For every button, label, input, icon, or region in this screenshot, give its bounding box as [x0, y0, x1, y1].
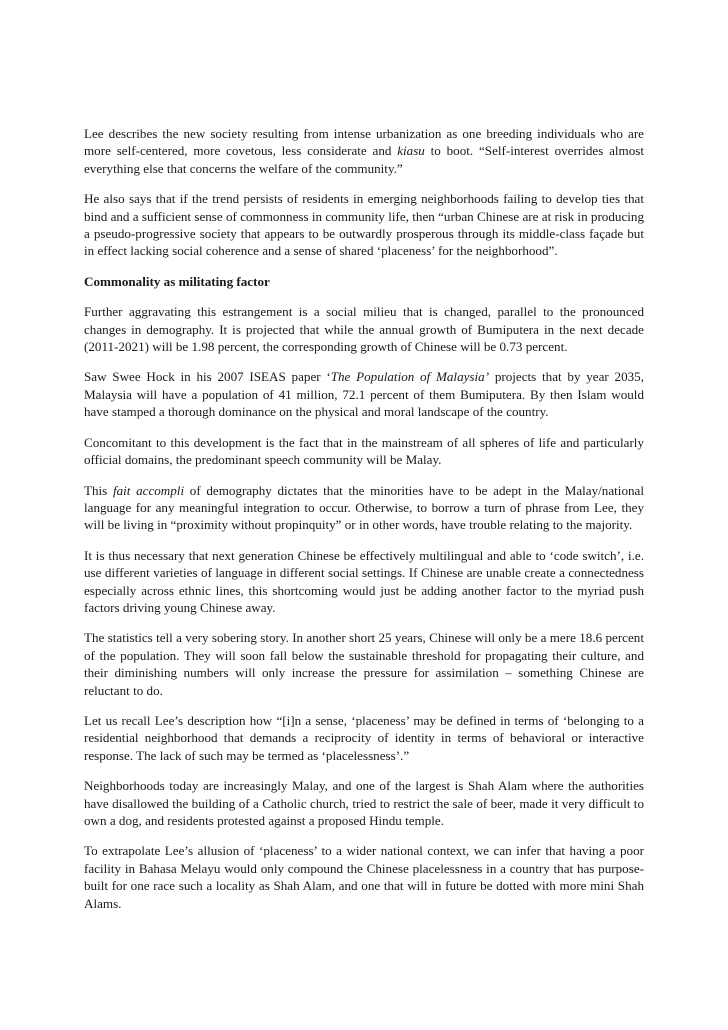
- paragraph-placeness-definition: Let us recall Lee’s description how “[i]n a sense, ‘placeness’ may be defined in terms of ‘belonging to a residential neighborhood that demands a reciprocity of identity in terms of behavioral or interactive response. The lack of such may be termed as ‘placelessness’.”: [84, 712, 644, 763]
- italic-term: fait accompli: [112, 482, 185, 498]
- paragraph-population-projection: Saw Swee Hock in his 2007 ISEAS paper ‘The Population of Malaysia’ projects that by year 2035, Malaysia will have a population of 41 million, 72.1 percent of them Bumiputera. By then Islam would have stamped a thorough dominance on the physical and moral landscape of the country.: [84, 369, 644, 420]
- section-heading: Commonality as militating factor: [84, 273, 270, 289]
- italic-title: The Population of Malaysia’: [330, 369, 490, 385]
- paragraph-speech-community: Concomitant to this development is the fact that in the mainstream of all spheres of life and particularly official domains, the predominant speech community will be Malay.: [84, 434, 644, 468]
- paragraph-demography: Further aggravating this estrangement is a social milieu that is changed, parallel to the pronounced changes in demography. It is projected that while the annual growth of Bumiputera in the next decade (2011-2021) will be 1.98 percent, the corresponding growth of Chinese will be 0.73 percent.: [84, 304, 644, 355]
- paragraph-urbanization: Lee describes the new society resulting from intense urbanization as one breeding individuals who are more self-centered, more covetous, less considerate and kiasu to boot. “Self-interest overrides almost everything else that concerns the welfare of the community.”: [84, 126, 644, 176]
- paragraph-placeness-risk: He also says that if the trend persists of residents in emerging neighborhoods failing to develop ties that bind and a sufficient sense of commonness in community life, then “urban Chinese are at risk in producing a pseudo-progressive society that appears to be outwardly prosperous through its middle-class façade but in effect lacking social coherence and a sense of shared ‘placeness’ for the neighborhood”.: [84, 191, 644, 259]
- italic-term: kiasu: [397, 143, 425, 159]
- paragraph-conclusion: To extrapolate Lee’s allusion of ‘placeness’ to a wider national context, we can infer that having a poor facility in Bahasa Melayu would only compound the Chinese placelessness in a country that has purpose-built for one race such a locality as Shah Alam, and one that will in future be dotted with more mini Shah Alams.: [84, 843, 644, 911]
- paragraph-shah-alam: Neighborhoods today are increasingly Malay, and one of the largest is Shah Alam where the authorities have disallowed the building of a Catholic church, tried to restrict the sale of beer, made it very difficult to own a dog, and residents protested against a proposed Hindu temple.: [84, 778, 644, 828]
- paragraph-fait-accompli: This fait accompli of demography dictates that the minorities have to be adept in the Malay/national language for any meaningful integration to occur. Otherwise, to borrow a turn of phrase from Lee, they will be living in “proximity without propinquity” or in other words, have trouble relating to the majority.: [84, 482, 644, 533]
- paragraph-statistics: The statistics tell a very sobering story. In another short 25 years, Chinese will only be a mere 18.6 percent of the population. They will soon fall below the sustainable threshold for propagating their culture, and their diminishing numbers will only increase the pressure for assimilation – something Chinese are reluctant to do.: [84, 630, 644, 698]
- paragraph-multilingual: It is thus necessary that next generation Chinese be effectively multilingual and able to ‘code switch’, i.e. use different varieties of language in different social settings. If Chinese are unable create a connectedness especially across ethnic lines, this shortcoming would just be adding another factor to the myriad push factors driving young Chinese away.: [84, 547, 644, 615]
